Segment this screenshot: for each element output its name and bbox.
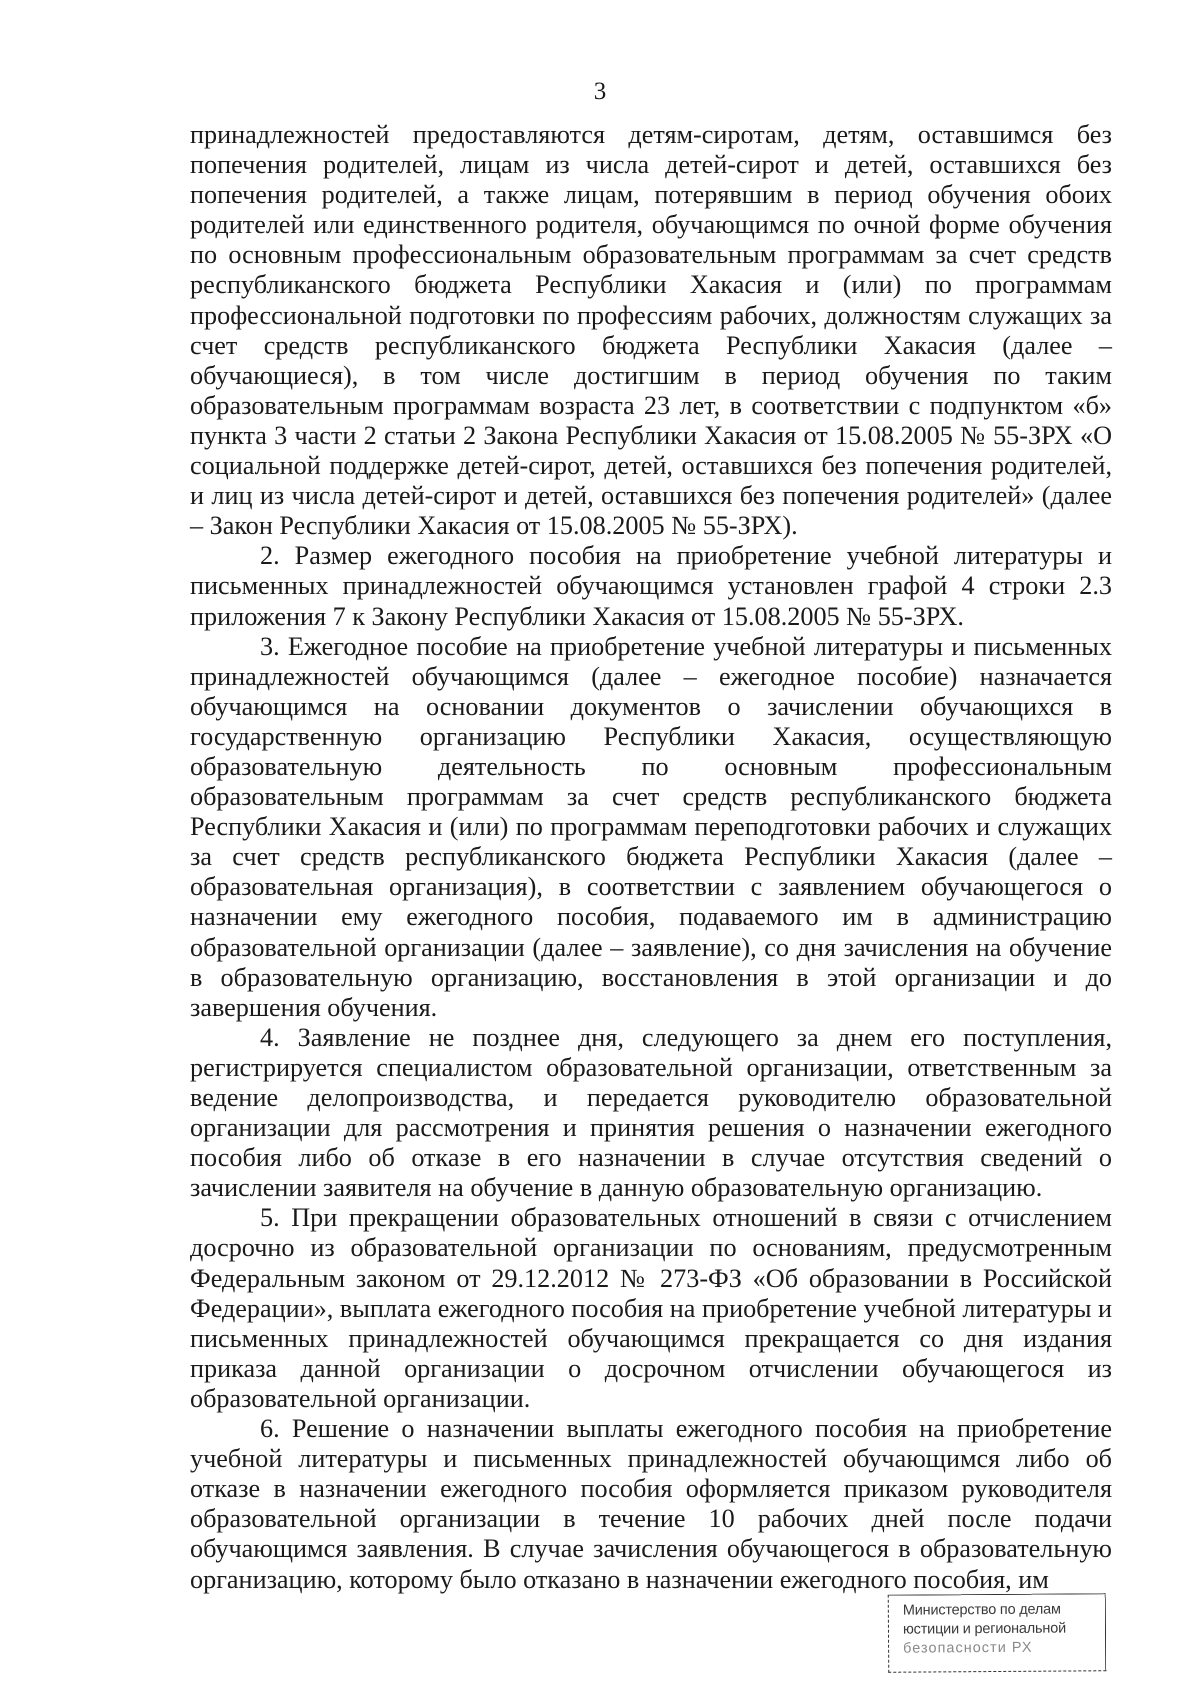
stamp-line-2: юстиции и региональной: [902, 1620, 1066, 1638]
page-number: 3: [593, 78, 607, 105]
paragraph-5: 5. При прекращении образовательных отношений в связи с отчислением досрочно из образовательной организации по основаниям, предусмотренным Федеральным законом от 29.12.2012 № 273-ФЗ «Об образовании в Российской Федерации», выплата ежегодного пособия на приобретение учебной литературы и письменных принадлежностей обучающимся прекращается со дня издания приказа данной организации о досрочном отчислении обучающегося из образовательной организации.: [190, 1203, 1112, 1413]
paragraph-1-continuation: принадлежностей предоставляются детям-сиротам, детям, оставшимся без попечения родителей, лицам из числа детей-сирот и детей, оставшихся без попечения родителей, а также лицам, потерявшим в период обучения обоих родителей или единственного родителя, обучающимся по очной форме обучения по основным профессиональным образовательным программам за счет средств республиканского бюджета Республики Хакасия и (или) по программам профессиональной подготовки по профессиям рабочих, должностям служащих за счет средств республиканского бюджета Республики Хакасия (далее – обучающиеся), в том числе достигшим в период обучения по таким образовательным программам возраста 23 лет, в соответствии с подпунктом «б» пункта 3 части 2 статьи 2 Закона Республики Хакасия от 15.08.2005 № 55-ЗРХ «О социальной поддержке детей-сирот, детей, оставшихся без попечения родителей, и лиц из числа детей-сирот и детей, оставшихся без попечения родителей» (далее – Закон Республики Хакасия от 15.08.2005 № 55-ЗРХ).: [190, 120, 1112, 541]
paragraph-2: 2. Размер ежегодного пособия на приобретение учебной литературы и письменных принадлежностей обучающимся установлен графой 4 строки 2.3 приложения 7 к Закону Республики Хакасия от 15.08.2005 № 55-ЗРХ.: [190, 541, 1112, 631]
paragraph-3: 3. Ежегодное пособие на приобретение учебной литературы и письменных принадлежностей обучающимся (далее – ежегодное пособие) назначается обучающимся на основании документов о зачислении обучающихся в государственную организацию Республики Хакасия, осуществляющую образовательную деятельность по основным профессиональным образовательным программам за счет средств республиканского бюджета Республики Хакасия и (или) по программам переподготовки рабочих и служащих за счет средств республиканского бюджета Республики Хакасия (далее – образовательная организация), в соответствии с заявлением обучающегося о назначении ему ежегодного пособия, подаваемого им в администрацию образовательной организации (далее – заявление), со дня зачисления на обучение в образовательную организацию, восстановления в этой организации и до завершения обучения.: [190, 631, 1112, 1022]
ministry-stamp: [888, 1593, 1107, 1673]
paragraph-6: 6. Решение о назначении выплаты ежегодного пособия на приобретение учебной литературы и письменных принадлежностей обучающимся либо об отказе в назначении ежегодного пособия оформляется приказом руководителя образовательной организации в течение 10 рабочих дней после подачи обучающимся заявления. В случае зачисления обучающегося в образовательную организацию, которому было отказано в назначении ежегодного пособия, им: [190, 1414, 1112, 1594]
document-body: [190, 120, 1112, 1595]
paragraph-4: 4. Заявление не позднее дня, следующего за днем его поступления, регистрируется специалистом образовательной организации, ответственным за ведение делопроизводства, и передается руководителю образовательной организации для рассмотрения и принятия решения о назначении ежегодного пособия либо об отказе в его назначении в случае отсутствия сведений о зачислении заявителя на обучение в данную образовательную организацию.: [190, 1022, 1112, 1203]
stamp-line-1: Министерство по делам: [902, 1601, 1061, 1619]
stamp-line-3: безопасности РХ: [903, 1639, 1033, 1657]
